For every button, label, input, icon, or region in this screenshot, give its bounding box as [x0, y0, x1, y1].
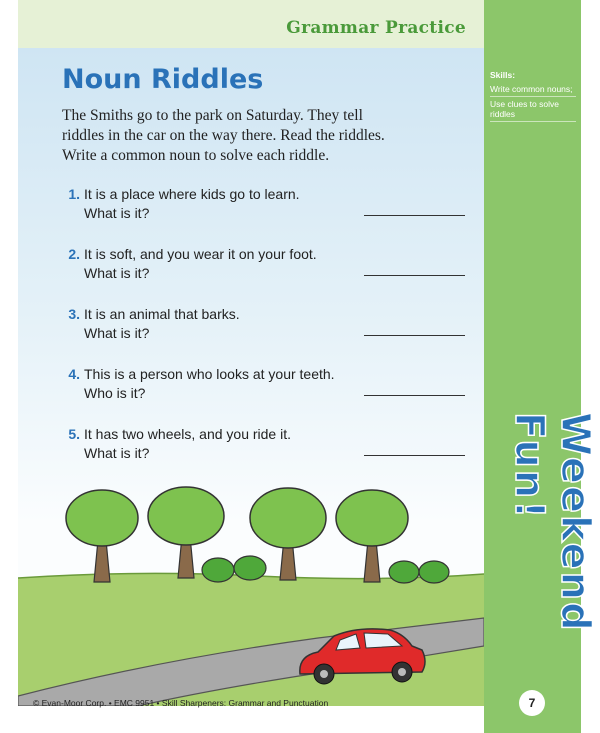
riddle-clue: This is a person who looks at your teeth.	[84, 366, 335, 382]
answer-line-1[interactable]	[364, 215, 465, 216]
answer-line-5[interactable]	[364, 455, 465, 456]
theme-label: Weekend Fun!	[506, 412, 598, 633]
intro-text: The Smiths go to the park on Saturday. They tell riddles in the car on the way there. Read the riddles. Write a common noun to solve each riddle.	[62, 107, 385, 164]
riddle-number: 3.	[68, 306, 80, 322]
skill-item: Use clues to solve riddles	[490, 97, 576, 122]
bush	[419, 561, 449, 583]
riddle-question: Who is it?	[84, 385, 146, 401]
skills-title: Skills:	[490, 70, 516, 80]
riddle-question: What is it?	[84, 205, 150, 221]
section-title: Grammar Practice	[286, 18, 466, 38]
riddle-clue: It has two wheels, and you ride it.	[84, 426, 291, 442]
answer-line-4[interactable]	[364, 395, 465, 396]
riddle-clue: It is a place where kids go to learn.	[84, 186, 300, 202]
bush	[202, 558, 234, 582]
riddle-number: 1.	[68, 186, 80, 202]
tree	[66, 490, 138, 582]
riddle-2	[62, 245, 482, 283]
riddle-number: 5.	[68, 426, 80, 442]
page-number: 7	[519, 690, 545, 716]
bush	[389, 561, 419, 583]
riddle-3	[62, 305, 482, 343]
riddle-question: What is it?	[84, 265, 150, 281]
answer-line-3[interactable]	[364, 335, 465, 336]
skill-item: Write common nouns;	[490, 82, 576, 97]
riddle-number: 2.	[68, 246, 80, 262]
footer-credit: © Evan-Moor Corp. • EMC 9951 • Skill Sharpeners: Grammar and Punctuation	[33, 698, 329, 708]
riddle-1	[62, 185, 482, 223]
bush	[234, 556, 266, 580]
answer-line-2[interactable]	[364, 275, 465, 276]
riddle-4	[62, 365, 482, 403]
page-title: Noun Riddles	[62, 64, 264, 95]
park-illustration	[18, 470, 484, 706]
riddle-question: What is it?	[84, 445, 150, 461]
riddle-5	[62, 425, 482, 463]
skills-box	[490, 70, 576, 122]
riddle-question: What is it?	[84, 325, 150, 341]
riddle-clue: It is soft, and you wear it on your foot.	[84, 246, 317, 262]
riddle-number: 4.	[68, 366, 80, 382]
riddle-clue: It is an animal that barks.	[84, 306, 240, 322]
